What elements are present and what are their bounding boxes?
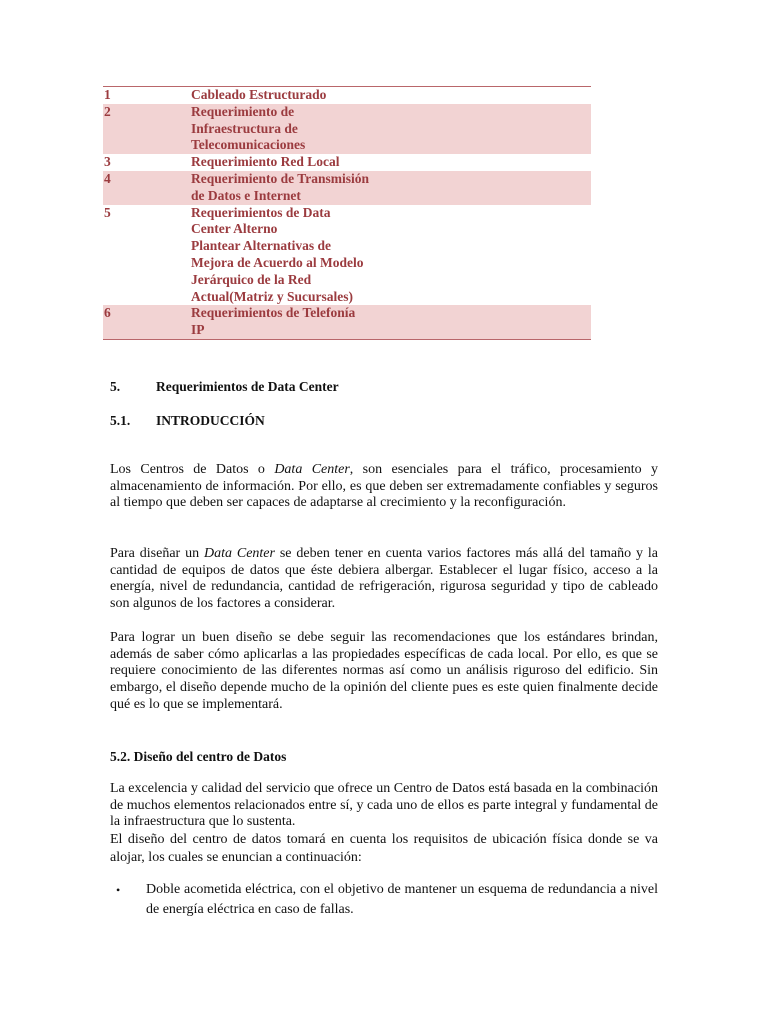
table-row-title-line: Requerimiento Red Local (191, 154, 340, 170)
table-row (103, 87, 591, 104)
table-row-title-line: Center Alterno (191, 221, 278, 237)
table-row-number: 3 (104, 154, 111, 170)
table-row-number: 1 (104, 87, 111, 102)
bullet-item (116, 880, 658, 920)
intro-p2-text-a: Para diseñar un (110, 546, 204, 561)
bullet-icon: • (116, 883, 121, 897)
table-row (103, 171, 591, 205)
table-row-number: 6 (104, 305, 111, 321)
bullet-text: Doble acometida eléctrica, con el objetivo de mantener un esquema de redundancia a nivel de energía eléctrica en caso de fallas. (146, 882, 658, 917)
section-5-title: Requerimientos de Data Center (156, 379, 339, 394)
table-row-title (191, 171, 403, 205)
table-row-number: 4 (104, 170, 111, 186)
intro-paragraph-1 (110, 462, 658, 512)
table-row-title-line: Mejora de Acuerdo al Modelo (191, 254, 364, 270)
table-row-title-line: de Datos e Internet (191, 187, 301, 203)
section-5-1-number: 5.1. (110, 413, 131, 428)
intro-paragraph-3: Para lograr un buen diseño se debe seguir las recomendaciones que los estándares brindan, además de saber cómo aplicarlas a las propiedades específicas de cada local. Por ello, es que se requiere conocimiento de las diferentes normas así como un análisis riguroso del edificio. Sin embargo, el diseño depende mucho de la opinión del cliente pues es este quien finalmente decide qué es lo que se implementará. (110, 630, 658, 712)
table-row-number: 5 (104, 204, 111, 220)
table-row-title (191, 104, 403, 154)
table-row-title-line: Requerimientos de Data (191, 204, 331, 220)
intro-paragraph-2 (110, 546, 658, 613)
table-row-title-line: Jerárquico de la Red (191, 271, 312, 287)
table-row-number: 2 (104, 103, 111, 119)
table-row-title-line: Requerimiento de Transmisión (191, 170, 370, 186)
table-row (103, 104, 591, 154)
intro-p2-emphasis: Data Center (203, 546, 275, 561)
table-row (103, 305, 591, 339)
table-row-title-line: Telecomunicaciones (191, 137, 306, 153)
table-row-title-line: Actual(Matriz y Sucursales) (191, 288, 353, 304)
table-row (103, 154, 591, 171)
section-5-number: 5. (110, 379, 121, 394)
section-5-1-title: INTRODUCCIÓN (156, 413, 265, 428)
table-row-title (191, 205, 403, 306)
section-5-1-heading (110, 412, 265, 429)
intro-p1-text-b: , son esenciales para el tráfico, procesamiento y almacenamiento de información. Por ello, es que deben ser extremadamente confiables y seguros al tiempo que deben ser capaces de adaptarse al crecimiento y la reconfiguración. (110, 462, 658, 511)
table-row (103, 205, 591, 306)
table-row-title-line: Requerimiento de (191, 103, 295, 119)
intro-p1-emphasis: Data Center (274, 462, 350, 477)
table-row-title (191, 87, 403, 104)
section-5-2-heading: 5.2. Diseño del centro de Datos (110, 749, 287, 764)
table-row-title-line: IP (191, 322, 205, 338)
section-5-heading (110, 378, 339, 395)
table-row-title (191, 154, 403, 171)
design-paragraph-2: El diseño del centro de datos tomará en cuenta los requisitos de ubicación física donde se va alojar, los cuales se enuncian a continuación: (110, 832, 658, 865)
design-paragraph-1: La excelencia y calidad del servicio que ofrece un Centro de Datos está basada en la combinación de muchos elementos relacionados entre sí, y cada uno de ellos es parte integral y fundamental de la infraestructura que lo sustenta. (110, 781, 658, 830)
table-row-title-line: Infraestructura de (191, 120, 298, 136)
intro-p2-text-b: se deben tener en cuenta varios factores más allá del tamaño y la cantidad de equipos de datos que éste debiera albergar. Establecer el lugar físico, acceso a la energía, nivel de redundancia, cantidad de refrigeración, rigurosa seguridad y tipo de cableado son algunos de los factores a considerar. (110, 546, 658, 612)
table-row-title-line: Cableado Estructurado (191, 87, 327, 102)
table-row-title-line: Plantear Alternativas de (191, 238, 331, 254)
intro-p1-text-a: Los Centros de Datos o (110, 462, 275, 477)
table-row-title-line: Requerimientos de Telefonía (191, 305, 356, 321)
requirements-table (103, 86, 591, 340)
table-row-title (191, 305, 403, 339)
